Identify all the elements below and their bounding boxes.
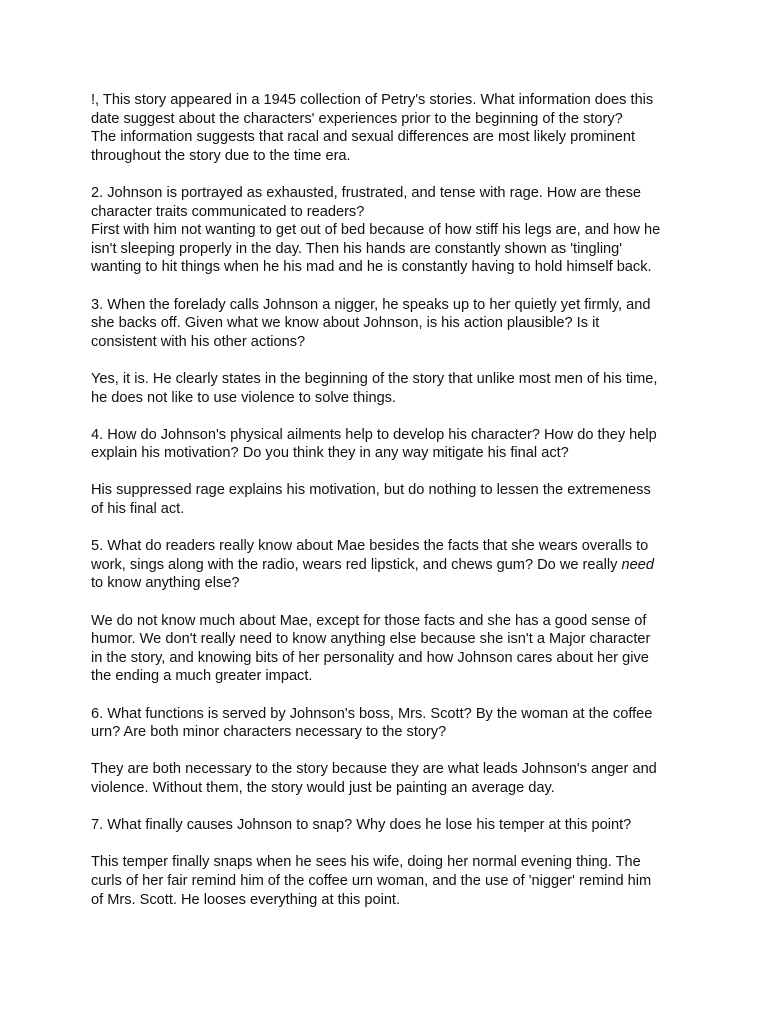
text-line: he does not like to use violence to solve things. [91,389,397,406]
question-4-paragraph [91,426,691,463]
text-line: We do not know much about Mae, except for those facts and she has a good sense of [91,612,647,629]
text-fragment: work, sings along with the radio, wears red lipstick, and chews gum? Do we really [91,556,622,573]
text-line: 6. What functions is served by Johnson's boss, Mrs. Scott? By the woman at the coffee [91,705,653,722]
text-line: wanting to hit things when he his mad and he is constantly having to hold himself back. [91,259,652,276]
text-line: !, This story appeared in a 1945 collection of Petry's stories. What information does this [91,92,654,108]
text-line-with-emphasis [91,556,691,575]
document-page [91,91,691,928]
text-line: The information suggests that racal and sexual differences are most likely prominent [91,129,636,146]
text-line: character traits communicated to readers? [91,203,365,220]
text-line: They are both necessary to the story because they are what leads Johnson's anger and [91,761,657,778]
text-line: she backs off. Given what we know about Johnson, is his action plausible? Is it [91,315,600,332]
text-line: curls of her fair remind him of the coffee urn woman, and the use of 'nigger' remind him [91,872,652,889]
question-6-paragraph [91,705,691,742]
text-line: violence. Without them, the story would just be painting an average day. [91,779,555,796]
text-line: of his final act. [91,501,185,518]
text-line: humor. We don't really need to know anything else because she isn't a Major character [91,631,651,648]
text-line: This temper finally snaps when he sees his wife, doing her normal evening thing. The [91,854,641,871]
question-2-block [91,184,691,277]
question-3-paragraph [91,296,691,352]
question-5-paragraph [91,537,691,593]
question-1-block [91,91,691,165]
emphasized-word: need [621,556,654,573]
text-line: to know anything else? [91,575,240,592]
answer-5-paragraph [91,612,691,686]
answer-4-paragraph [91,481,691,518]
text-line: of Mrs. Scott. He looses everything at this point. [91,891,401,908]
text-line: 2. Johnson is portrayed as exhausted, frustrated, and tense with rage. How are these [91,184,642,201]
text-line: First with him not wanting to get out of bed because of how stiff his legs are, and how he [91,222,661,239]
text-line: isn't sleeping properly in the day. Then his hands are constantly shown as 'tingling' [91,240,623,257]
text-line: 5. What do readers really know about Mae besides the facts that she wears overalls to [91,538,649,555]
text-line: 3. When the forelady calls Johnson a nigger, he speaks up to her quietly yet firmly, and [91,296,651,313]
answer-3-paragraph [91,370,691,407]
answer-7-paragraph [91,853,691,909]
question-7-paragraph [91,816,691,835]
text-line: consistent with his other actions? [91,333,306,350]
text-line: date suggest about the characters' experiences prior to the beginning of the story? [91,110,623,127]
text-line: 4. How do Johnson's physical ailments help to develop his character? How do they help [91,426,657,443]
text-line: His suppressed rage explains his motivation, but do nothing to lessen the extremeness [91,482,651,499]
text-line: in the story, and knowing bits of her personality and how Johnson cares about her give [91,649,649,666]
text-line: urn? Are both minor characters necessary to the story? [91,724,447,741]
text-line: 7. What finally causes Johnson to snap? Why does he lose his temper at this point? [91,817,632,834]
text-line: throughout the story due to the time era. [91,147,351,164]
text-line: explain his motivation? Do you think they in any way mitigate his final act? [91,445,569,462]
answer-6-paragraph [91,760,691,797]
text-line: the ending a much greater impact. [91,668,313,685]
text-line: Yes, it is. He clearly states in the beginning of the story that unlike most men of his time, [91,370,658,387]
